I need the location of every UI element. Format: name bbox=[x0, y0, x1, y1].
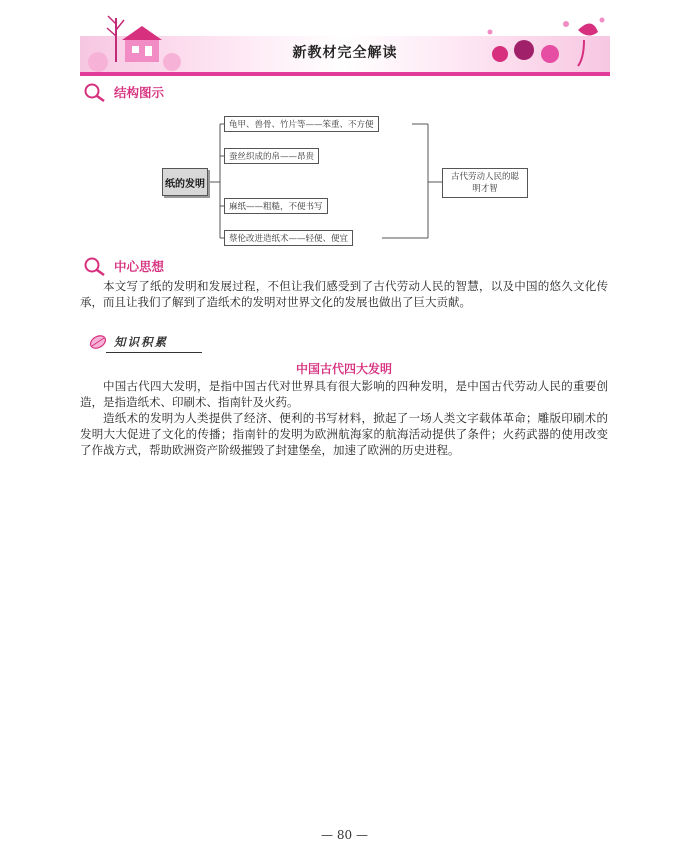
central-idea-title: 中心思想 bbox=[114, 259, 165, 274]
diagram-branch-4: 蔡伦改进造纸术——轻便、便宜 bbox=[224, 230, 353, 246]
diagram-branch-2: 蚕丝织成的帛——昂贵 bbox=[224, 148, 319, 164]
knowledge-subtitle: 中国古代四大发明 bbox=[295, 362, 392, 376]
diagram-result-node: 古代劳动人民的聪明才智 bbox=[442, 168, 528, 198]
structure-title: 结构图示 bbox=[114, 85, 165, 100]
page-header bbox=[80, 10, 610, 78]
magnifier-icon bbox=[82, 82, 108, 102]
diagram-branch-1: 龟甲、兽骨、竹片等——笨重、不方便 bbox=[224, 116, 379, 132]
diagram-main-node: 纸的发明 bbox=[162, 168, 208, 196]
header-title: 新教材完全解读 bbox=[292, 45, 398, 61]
knowledge-paragraph-1: 中国古代四大发明，是指中国古代对世界具有很大影响的四种发明，是中国古代劳动人民的重要创造，是指造纸术、印刷术、指南针及火药。 bbox=[80, 379, 608, 409]
knowledge-heading bbox=[88, 333, 168, 351]
knowledge-text bbox=[80, 378, 608, 458]
central-idea-heading bbox=[82, 256, 164, 276]
house-tree-decoration-icon bbox=[80, 10, 190, 72]
magnifier-icon bbox=[82, 256, 108, 276]
knowledge-paragraph-2: 造纸术的发明为人类提供了经济、便利的书写材料，掀起了一场人类文字载体革命；雕版印刷术的发明大大促进了文化的传播；指南针的发明为欧洲航海家的航海活动提供了条件；火药武器的使用改变了作战方式，帮助欧洲资产阶级摧毁了封建堡垒，加速了欧洲的历史进程。 bbox=[80, 411, 608, 457]
knowledge-title: 知识积累 bbox=[114, 335, 168, 349]
structure-heading bbox=[82, 82, 164, 102]
knowledge-underline bbox=[106, 352, 202, 353]
diagram-branch-3: 麻纸——粗糙，不便书写 bbox=[224, 198, 328, 214]
flowers-decoration-icon bbox=[480, 10, 610, 72]
central-idea-paragraph: 本文写了纸的发明和发展过程，不但让我们感受到了古代劳动人民的智慧，以及中国的悠久文化传承，而且让我们了解到了造纸术的发明对世界文化的发展也做出了巨大贡献。 bbox=[80, 279, 608, 309]
page-number: — 80 — bbox=[321, 828, 368, 842]
central-idea-text bbox=[80, 278, 608, 310]
structure-diagram bbox=[160, 112, 536, 252]
leaf-icon bbox=[88, 333, 108, 351]
header-rule bbox=[80, 72, 610, 76]
